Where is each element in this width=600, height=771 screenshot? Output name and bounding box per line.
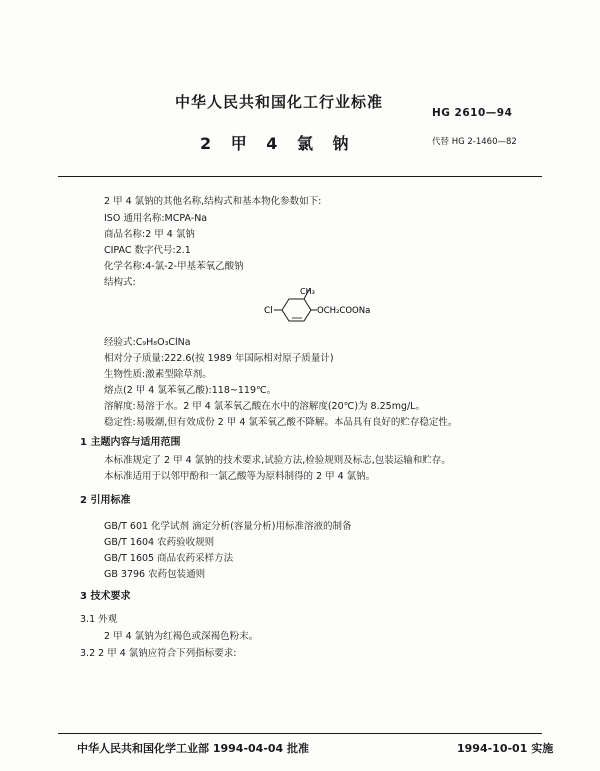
intro-line: 结构式: bbox=[104, 277, 136, 288]
intro-line: 化学名称:4-氯-2-甲基苯氧乙酸钠 bbox=[104, 261, 244, 272]
intro-line: CIPAC 数字代号:2.1 bbox=[104, 245, 191, 256]
oxyacetate-label: OCH₂COONa bbox=[317, 306, 371, 316]
standard-title: 中华人民共和国化工行业标准 bbox=[175, 93, 384, 111]
structural-formula bbox=[248, 285, 388, 333]
intro-line: 商品名称:2 甲 4 氯钠 bbox=[104, 229, 195, 240]
subsection-heading: 3.1 外观 bbox=[80, 614, 118, 625]
reference-item: GB/T 601 化学试剂 滴定分析(容量分析)用标准溶液的制备 bbox=[104, 521, 352, 532]
paragraph: 本标准规定了 2 甲 4 氯钠的技术要求,试验方法,检验规则及标志,包装运输和贮存。 bbox=[104, 455, 451, 466]
document-title: 2 甲 4 氯 钠 bbox=[200, 134, 351, 153]
chlorine-label: Cl bbox=[264, 306, 273, 316]
standard-code: HG 2610—94 bbox=[432, 107, 513, 119]
intro-line: 2 甲 4 氯钠的其他名称,结构式和基本物化参数如下: bbox=[104, 196, 322, 207]
methyl-label: CH₃ bbox=[300, 287, 315, 296]
intro-line: ISO 通用名称:MCPA-Na bbox=[104, 213, 208, 224]
property-line: 熔点(2 甲 4 氯苯氧乙酸):118~119℃。 bbox=[104, 385, 277, 396]
paragraph: 2 甲 4 氯钠为红褐色或深褐色粉末。 bbox=[104, 631, 259, 642]
reference-item: GB/T 1604 农药验收规则 bbox=[104, 537, 215, 548]
section-heading: 3 技术要求 bbox=[80, 591, 131, 602]
section-heading: 1 主题内容与适用范围 bbox=[80, 437, 181, 448]
paragraph: 本标准适用于以邻甲酚和一氯乙酸等为原料制得的 2 甲 4 氯钠。 bbox=[104, 471, 376, 482]
implementation-date: 1994-10-01 实施 bbox=[457, 742, 554, 755]
replaces-note: 代替 HG 2-1460—82 bbox=[432, 137, 517, 147]
property-line: 经验式:C₉H₈O₃ClNa bbox=[104, 337, 191, 348]
property-line: 溶解度:易溶于水。2 甲 4 氯苯氧乙酸在水中的溶解度(20℃)为 8.25mg/L。 bbox=[104, 401, 425, 412]
section-heading: 2 引用标准 bbox=[80, 495, 131, 506]
subsection-heading: 3.2 2 甲 4 氯钠应符合下列指标要求: bbox=[80, 648, 237, 659]
footer-rule bbox=[58, 733, 542, 734]
property-line: 相对分子质量:222.6(按 1989 年国际相对原子质量计) bbox=[104, 353, 334, 364]
header-rule bbox=[58, 176, 542, 177]
property-line: 稳定性:易吸潮,但有效成份 2 甲 4 氯苯氧乙酸不降解。本品具有良好的贮存稳定性。 bbox=[104, 417, 458, 428]
approval-note: 中华人民共和国化学工业部 1994-04-04 批准 bbox=[77, 742, 310, 755]
property-line: 生物性质:激素型除草剂。 bbox=[104, 369, 212, 380]
reference-item: GB 3796 农药包装通则 bbox=[104, 569, 206, 580]
benzene-ring-diagram bbox=[248, 285, 388, 329]
reference-item: GB/T 1605 商品农药采样方法 bbox=[104, 553, 234, 564]
